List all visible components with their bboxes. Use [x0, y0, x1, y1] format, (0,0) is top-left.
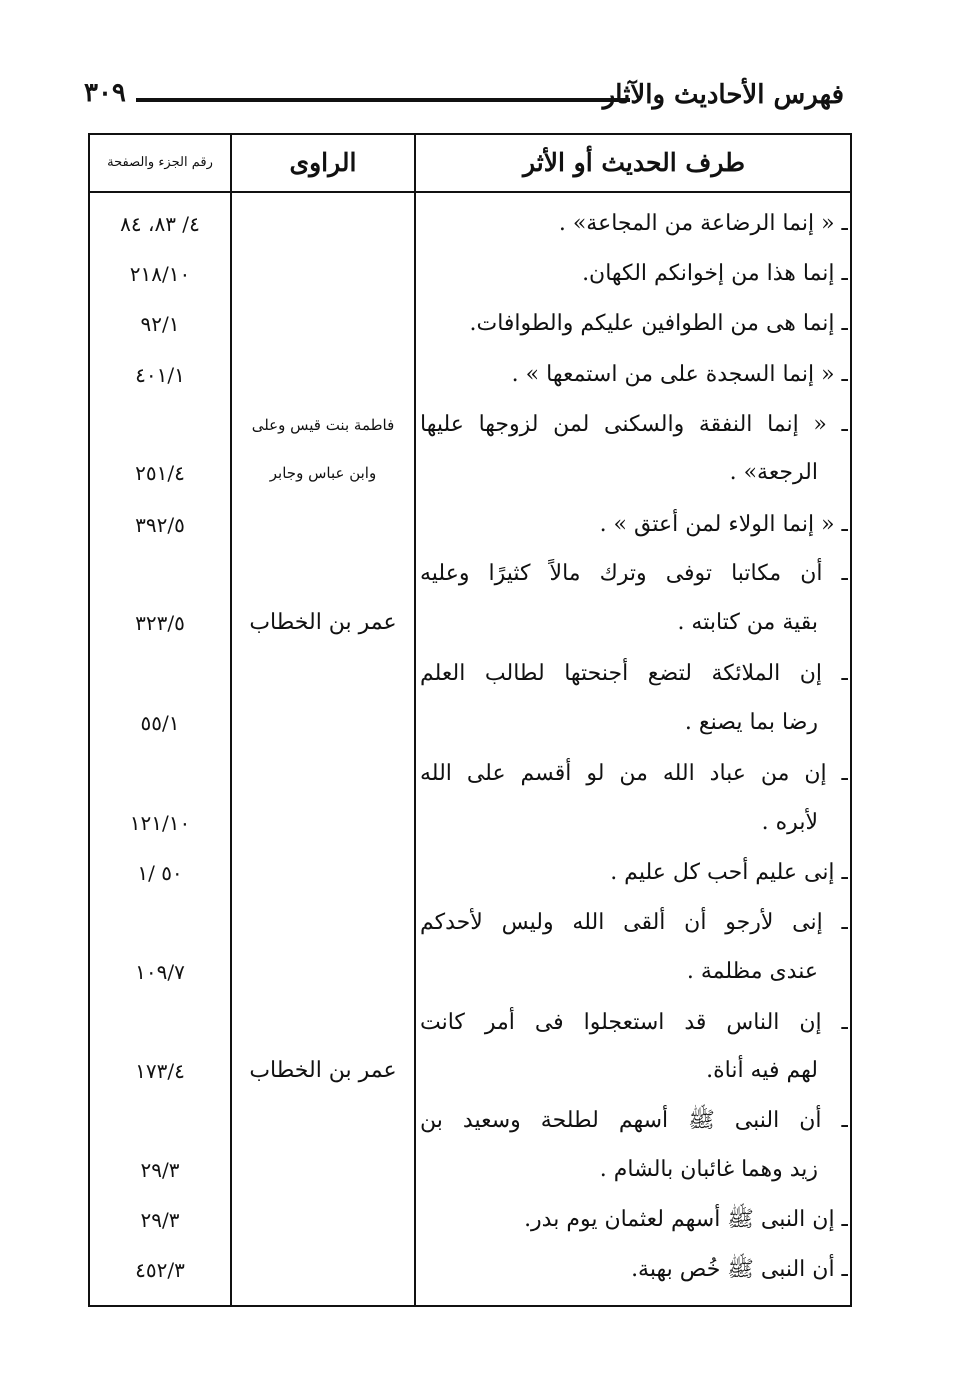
hadith-line: الرجعة» .: [729, 460, 818, 485]
header-divider: [90, 191, 850, 193]
narrator-cell: فاطمة بنت قيس وعلى: [251, 416, 395, 434]
page-ref: ٣٢٣/٥: [135, 611, 185, 635]
page-ref: ٢٥١/٤: [135, 461, 185, 485]
hadith-line: ـ إنما هذا من إخوانكم الكهان.: [582, 261, 848, 286]
hadith-line: ـ « إنما النفقة والسكنى لمن لزوجها عليها: [420, 412, 848, 437]
page-ref: ١٢١/١٠: [129, 811, 191, 835]
hadith-line: ـ إنى عليم أحب كل عليم .: [610, 860, 848, 885]
hadith-line: ـ « إنما الولاء لمن أعتق » .: [599, 512, 848, 537]
narrator-cell: عمر بن الخطاب: [249, 1058, 397, 1083]
hadith-line: ـ إنما هى من الطوافين عليكم والطوافات.: [469, 311, 848, 336]
page-ref: ١٧٣/٤: [135, 1059, 185, 1083]
hadith-line: ـ أن النبى ﷺ أسهم لطلحة وسعيد بن: [420, 1108, 848, 1133]
page-ref: ٩٢/١: [140, 312, 180, 336]
column-header-narrator: الراوى: [289, 148, 357, 177]
hadith-line: بقية من كتابته .: [677, 610, 818, 635]
column-header-page: رقم الجزء والصفحة: [107, 155, 213, 170]
narrator-cell: وابن عباس وجابر: [269, 464, 377, 482]
column-divider: [230, 135, 232, 1305]
hadith-line: عندى مظلمة .: [686, 959, 818, 984]
hadith-line: لهم فيه أناة.: [706, 1058, 818, 1083]
narrator-cell: عمر بن الخطاب: [249, 610, 397, 635]
page-number: ٣٠٩: [84, 78, 126, 108]
page-ref: ٢٩/٣: [140, 1158, 180, 1182]
hadith-line: ـ « إنما السجدة على من استمعها » .: [511, 362, 848, 387]
running-title: فهرس الأحاديث والآثار: [602, 80, 844, 110]
hadith-line: ـ إن الناس قد استعجلوا فى أمر كانت: [420, 1010, 848, 1035]
page-ref: ٣٩٢/٥: [135, 513, 185, 537]
page-ref: ٥٥/١: [140, 711, 180, 735]
page-ref: ٤/ ٨٣، ٨٤: [120, 212, 200, 236]
hadith-line: ـ أن مكاتبا توفى وترك مالاً كثيرًا وعليه: [420, 561, 848, 586]
hadith-line: لأبره .: [761, 810, 818, 835]
hadith-line: ـ إن من عباد الله من لو أقسم على الله: [420, 761, 848, 786]
page-ref: ٢٩/٣: [140, 1208, 180, 1232]
hadith-line: رضا بما يصنع .: [684, 710, 818, 735]
hadith-line: ـ إن النبى ﷺ أسهم لعثمان يوم بدر.: [524, 1207, 848, 1232]
index-table: [88, 133, 852, 1307]
column-divider: [414, 135, 416, 1305]
page-ref: ١٠٩/٧: [135, 960, 185, 984]
hadith-line: ـ أن النبى ﷺ خُص بهبة.: [631, 1257, 848, 1282]
page-ref: ٥٠ /١: [137, 861, 183, 885]
hadith-line: زيد وهما غائبان بالشام .: [599, 1157, 818, 1182]
page-ref: ٢١٨/١٠: [129, 262, 191, 286]
column-header-hadith: طرف الحديث أو الأثر: [522, 148, 746, 177]
header-rule: [136, 98, 630, 102]
page-header: [84, 78, 852, 118]
hadith-line: ـ « إنما الرضاعة من المجاعة» .: [558, 211, 848, 236]
page-ref: ٤٠١/١: [135, 363, 185, 387]
hadith-line: ـ إنى لأرجو أن ألقى الله وليس لأحدكم: [420, 910, 848, 935]
hadith-line: ـ إن الملائكة لتضع أجنحتها لطالب العلم: [420, 661, 848, 686]
page-ref: ٤٥٢/٣: [135, 1258, 185, 1282]
